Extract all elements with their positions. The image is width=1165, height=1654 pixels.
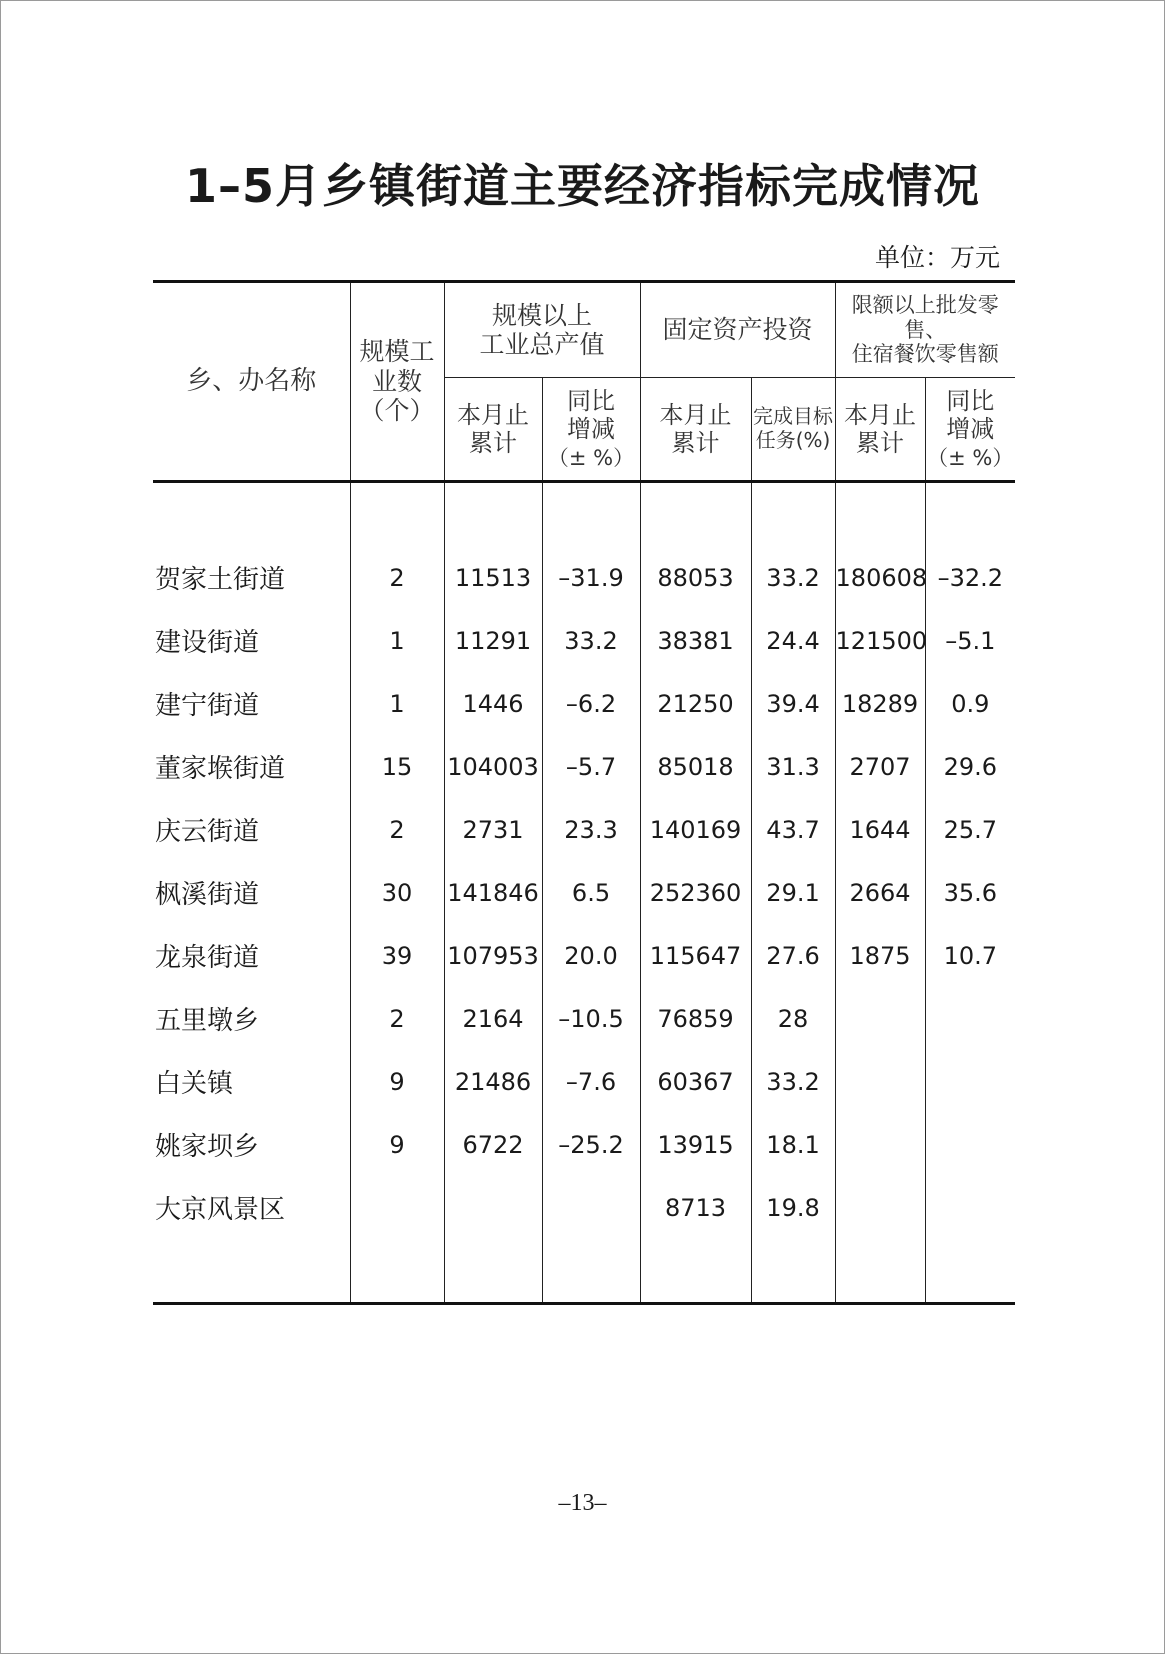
unit-label: 单位：万元 bbox=[874, 243, 1000, 272]
table-row bbox=[153, 798, 1015, 861]
cell-industry-ytd: 11513 bbox=[444, 546, 542, 609]
cell-fixed-ytd: 13915 bbox=[640, 1113, 751, 1176]
cell-retail-yoy bbox=[925, 987, 1015, 1050]
cell-fixed-target: 19.8 bbox=[751, 1176, 835, 1239]
spacer-row bbox=[153, 1239, 1015, 1304]
table-row bbox=[153, 924, 1015, 987]
cell-fixed-ytd: 38381 bbox=[640, 609, 751, 672]
cell-fixed-target: 24.4 bbox=[751, 609, 835, 672]
cell-fixed-ytd: 60367 bbox=[640, 1050, 751, 1113]
cell-count: 2 bbox=[350, 798, 444, 861]
cell-fixed-target: 18.1 bbox=[751, 1113, 835, 1176]
cell-industry-ytd: 1446 bbox=[444, 672, 542, 735]
cell-retail-yoy: –5.1 bbox=[925, 609, 1015, 672]
cell-industry-yoy: –31.9 bbox=[542, 546, 640, 609]
cell-retail-ytd: 18289 bbox=[835, 672, 925, 735]
table-row bbox=[153, 672, 1015, 735]
cell-count: 2 bbox=[350, 987, 444, 1050]
cell-count: 9 bbox=[350, 1050, 444, 1113]
cell-retail-yoy bbox=[925, 1113, 1015, 1176]
cell-retail-yoy: 35.6 bbox=[925, 861, 1015, 924]
subheader-industry-ytd: 本月止 累计 bbox=[444, 378, 542, 482]
table-row bbox=[153, 1176, 1015, 1239]
cell-industry-ytd: 21486 bbox=[444, 1050, 542, 1113]
cell-industry-ytd: 107953 bbox=[444, 924, 542, 987]
cell-count bbox=[350, 1176, 444, 1239]
cell-fixed-target: 39.4 bbox=[751, 672, 835, 735]
cell-fixed-ytd: 252360 bbox=[640, 861, 751, 924]
subheader-industry-yoy: 同比 增减 （± %） bbox=[542, 378, 640, 482]
cell-industry-yoy: 6.5 bbox=[542, 861, 640, 924]
spacer-row bbox=[153, 482, 1015, 547]
cell-count: 30 bbox=[350, 861, 444, 924]
cell-retail-yoy: 0.9 bbox=[925, 672, 1015, 735]
cell-fixed-ytd: 85018 bbox=[640, 735, 751, 798]
cell-name: 五里墩乡 bbox=[155, 1006, 260, 1036]
cell-retail-ytd bbox=[835, 1050, 925, 1113]
cell-fixed-ytd: 8713 bbox=[640, 1176, 751, 1239]
cell-retail-yoy bbox=[925, 1176, 1015, 1239]
subheader-retail-ytd: 本月止 累计 bbox=[835, 378, 925, 482]
cell-fixed-ytd: 115647 bbox=[640, 924, 751, 987]
table-row bbox=[153, 1050, 1015, 1113]
table-row bbox=[153, 546, 1015, 609]
cell-name: 董家堠街道 bbox=[155, 754, 286, 784]
cell-fixed-target: 43.7 bbox=[751, 798, 835, 861]
cell-industry-ytd: 141846 bbox=[444, 861, 542, 924]
cell-fixed-target: 33.2 bbox=[751, 546, 835, 609]
cell-industry-ytd: 11291 bbox=[444, 609, 542, 672]
cell-retail-yoy: –32.2 bbox=[925, 546, 1015, 609]
cell-retail-ytd: 2707 bbox=[835, 735, 925, 798]
cell-name: 龙泉街道 bbox=[155, 943, 260, 973]
cell-name: 姚家坝乡 bbox=[155, 1132, 260, 1162]
cell-industry-yoy: 23.3 bbox=[542, 798, 640, 861]
page-number: –13– bbox=[558, 1490, 607, 1516]
cell-fixed-target: 31.3 bbox=[751, 735, 835, 798]
cell-industry-ytd: 2731 bbox=[444, 798, 542, 861]
cell-fixed-target: 29.1 bbox=[751, 861, 835, 924]
header-retail-sales: 限额以上批发零售、 住宿餐饮零售额 bbox=[835, 282, 1015, 378]
cell-name: 建宁街道 bbox=[155, 691, 260, 721]
cell-name: 枫溪街道 bbox=[155, 880, 260, 910]
cell-industry-yoy: 20.0 bbox=[542, 924, 640, 987]
cell-retail-ytd bbox=[835, 1113, 925, 1176]
cell-industry-yoy: –7.6 bbox=[542, 1050, 640, 1113]
cell-industry-yoy: –5.7 bbox=[542, 735, 640, 798]
cell-name: 建设街道 bbox=[155, 628, 260, 658]
header-name: 乡、办名称 bbox=[153, 282, 350, 482]
subheader-retail-yoy: 同比 增减 （± %） bbox=[925, 378, 1015, 482]
cell-count: 1 bbox=[350, 609, 444, 672]
cell-retail-ytd: 1644 bbox=[835, 798, 925, 861]
cell-retail-ytd bbox=[835, 987, 925, 1050]
cell-industry-yoy: 33.2 bbox=[542, 609, 640, 672]
subheader-fixed-ytd: 本月止 累计 bbox=[640, 378, 751, 482]
cell-retail-ytd: 121500 bbox=[835, 609, 925, 672]
cell-industry-ytd: 2164 bbox=[444, 987, 542, 1050]
table-row bbox=[153, 987, 1015, 1050]
cell-fixed-ytd: 21250 bbox=[640, 672, 751, 735]
cell-fixed-target: 27.6 bbox=[751, 924, 835, 987]
cell-industry-ytd: 6722 bbox=[444, 1113, 542, 1176]
cell-retail-yoy bbox=[925, 1050, 1015, 1113]
table-row bbox=[153, 861, 1015, 924]
cell-fixed-target: 33.2 bbox=[751, 1050, 835, 1113]
cell-count: 9 bbox=[350, 1113, 444, 1176]
cell-count: 1 bbox=[350, 672, 444, 735]
table-row bbox=[153, 735, 1015, 798]
cell-retail-ytd bbox=[835, 1176, 925, 1239]
cell-fixed-ytd: 76859 bbox=[640, 987, 751, 1050]
indicator-table bbox=[153, 280, 1015, 1305]
header-industrial-output: 规模以上 工业总产值 bbox=[444, 282, 640, 378]
cell-name: 贺家土街道 bbox=[155, 565, 286, 595]
cell-industry-yoy: –25.2 bbox=[542, 1113, 640, 1176]
cell-industry-yoy bbox=[542, 1176, 640, 1239]
cell-industry-ytd bbox=[444, 1176, 542, 1239]
cell-industry-yoy: –6.2 bbox=[542, 672, 640, 735]
cell-name: 大京风景区 bbox=[155, 1195, 286, 1225]
cell-industry-ytd: 104003 bbox=[444, 735, 542, 798]
cell-name: 白关镇 bbox=[155, 1069, 234, 1099]
cell-count: 39 bbox=[350, 924, 444, 987]
cell-fixed-ytd: 88053 bbox=[640, 546, 751, 609]
subheader-fixed-target: 完成目标 任务(%) bbox=[751, 378, 835, 482]
cell-fixed-ytd: 140169 bbox=[640, 798, 751, 861]
cell-fixed-target: 28 bbox=[751, 987, 835, 1050]
cell-count: 2 bbox=[350, 546, 444, 609]
cell-retail-yoy: 10.7 bbox=[925, 924, 1015, 987]
header-enterprise-count: 规模工 业数 （个） bbox=[350, 282, 444, 482]
page-title: 1–5月乡镇街道主要经济指标完成情况 bbox=[184, 159, 980, 213]
cell-retail-yoy: 29.6 bbox=[925, 735, 1015, 798]
table-row bbox=[153, 1113, 1015, 1176]
cell-retail-ytd: 180608 bbox=[835, 546, 925, 609]
cell-retail-yoy: 25.7 bbox=[925, 798, 1015, 861]
cell-retail-ytd: 1875 bbox=[835, 924, 925, 987]
cell-name: 庆云街道 bbox=[155, 817, 260, 847]
table-row bbox=[153, 609, 1015, 672]
cell-industry-yoy: –10.5 bbox=[542, 987, 640, 1050]
header-fixed-asset: 固定资产投资 bbox=[640, 282, 835, 378]
cell-count: 15 bbox=[350, 735, 444, 798]
cell-retail-ytd: 2664 bbox=[835, 861, 925, 924]
